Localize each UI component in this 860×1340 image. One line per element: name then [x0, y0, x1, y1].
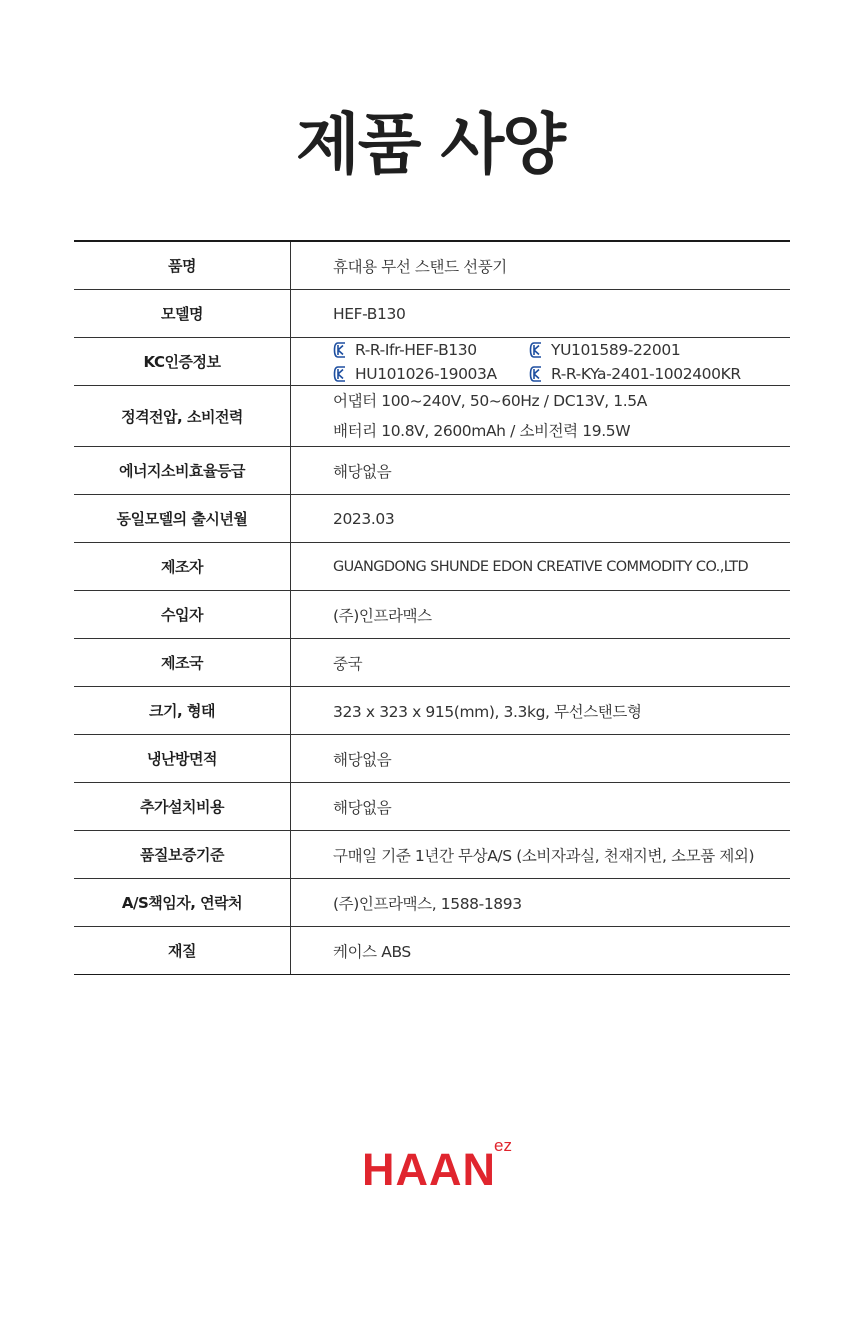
row-value: 해당없음	[291, 735, 791, 783]
row-label: 동일모델의 출시년월	[74, 495, 291, 543]
row-label: 에너지소비효율등급	[74, 447, 291, 495]
kc-mark-icon	[333, 365, 347, 383]
kc-cert-number: R-R-KYa-2401-1002400KR	[551, 364, 741, 383]
kc-mark-icon	[529, 365, 543, 383]
row-value: 해당없음	[291, 447, 791, 495]
row-value: GUANGDONG SHUNDE EDON CREATIVE COMMODITY CO.,LTD	[291, 543, 791, 591]
table-row	[74, 543, 790, 591]
table-row	[74, 687, 790, 735]
table-row	[74, 338, 790, 386]
kc-cert-number: YU101589-22001	[551, 340, 681, 359]
row-label: A/S책임자, 연락처	[74, 879, 291, 927]
haan-logo	[360, 1136, 520, 1200]
row-value: 케이스 ABS	[291, 927, 791, 975]
table-row	[74, 927, 790, 975]
kc-cert-item	[529, 341, 759, 359]
row-label: 추가설치비용	[74, 783, 291, 831]
row-value	[291, 386, 791, 447]
row-label: 재질	[74, 927, 291, 975]
row-label: 수입자	[74, 591, 291, 639]
row-value: 해당없음	[291, 783, 791, 831]
row-label: 품명	[74, 241, 291, 290]
row-value: 323 x 323 x 915(mm), 3.3kg, 무선스탠드형	[291, 687, 791, 735]
kc-cert-item	[333, 365, 529, 383]
row-value: (주)인프라맥스, 1588-1893	[291, 879, 791, 927]
kc-cert-item	[333, 341, 529, 359]
table-row	[74, 591, 790, 639]
spec-table	[74, 240, 790, 975]
table-row	[74, 386, 790, 447]
value-line: 어댑터 100~240V, 50~60Hz / DC13V, 1.5A	[333, 392, 647, 410]
logo-superscript: ez	[494, 1136, 512, 1155]
row-label: 냉난방면적	[74, 735, 291, 783]
table-row	[74, 241, 790, 290]
row-label: 품질보증기준	[74, 831, 291, 879]
row-value: 구매일 기준 1년간 무상A/S (소비자과실, 천재지변, 소모품 제외)	[291, 831, 791, 879]
kc-mark-icon	[333, 341, 347, 359]
kc-cert-item	[529, 365, 759, 383]
table-row	[74, 831, 790, 879]
row-label: KC인증정보	[74, 338, 291, 386]
table-row	[74, 879, 790, 927]
kc-cert-number: HU101026-19003A	[355, 364, 497, 383]
row-label: 모델명	[74, 290, 291, 338]
table-row	[74, 447, 790, 495]
row-value: (주)인프라맥스	[291, 591, 791, 639]
row-label: 제조자	[74, 543, 291, 591]
table-row	[74, 639, 790, 687]
row-value: 휴대용 무선 스탠드 선풍기	[291, 241, 791, 290]
value-line: 배터리 10.8V, 2600mAh / 소비전력 19.5W	[333, 422, 631, 440]
row-label: 크기, 형태	[74, 687, 291, 735]
row-value: 2023.03	[291, 495, 791, 543]
page-title: 제품 사양	[295, 106, 564, 183]
table-row	[74, 783, 790, 831]
kc-mark-icon	[529, 341, 543, 359]
kc-cert-number: R-R-Ifr-HEF-B130	[355, 340, 477, 359]
row-label: 정격전압, 소비전력	[74, 386, 291, 447]
logo-wordmark: HAAN	[362, 1144, 496, 1195]
row-value: HEF-B130	[291, 290, 791, 338]
row-label: 제조국	[74, 639, 291, 687]
kc-info	[291, 338, 791, 386]
table-row	[74, 735, 790, 783]
row-value: 중국	[291, 639, 791, 687]
table-row	[74, 290, 790, 338]
table-row	[74, 495, 790, 543]
